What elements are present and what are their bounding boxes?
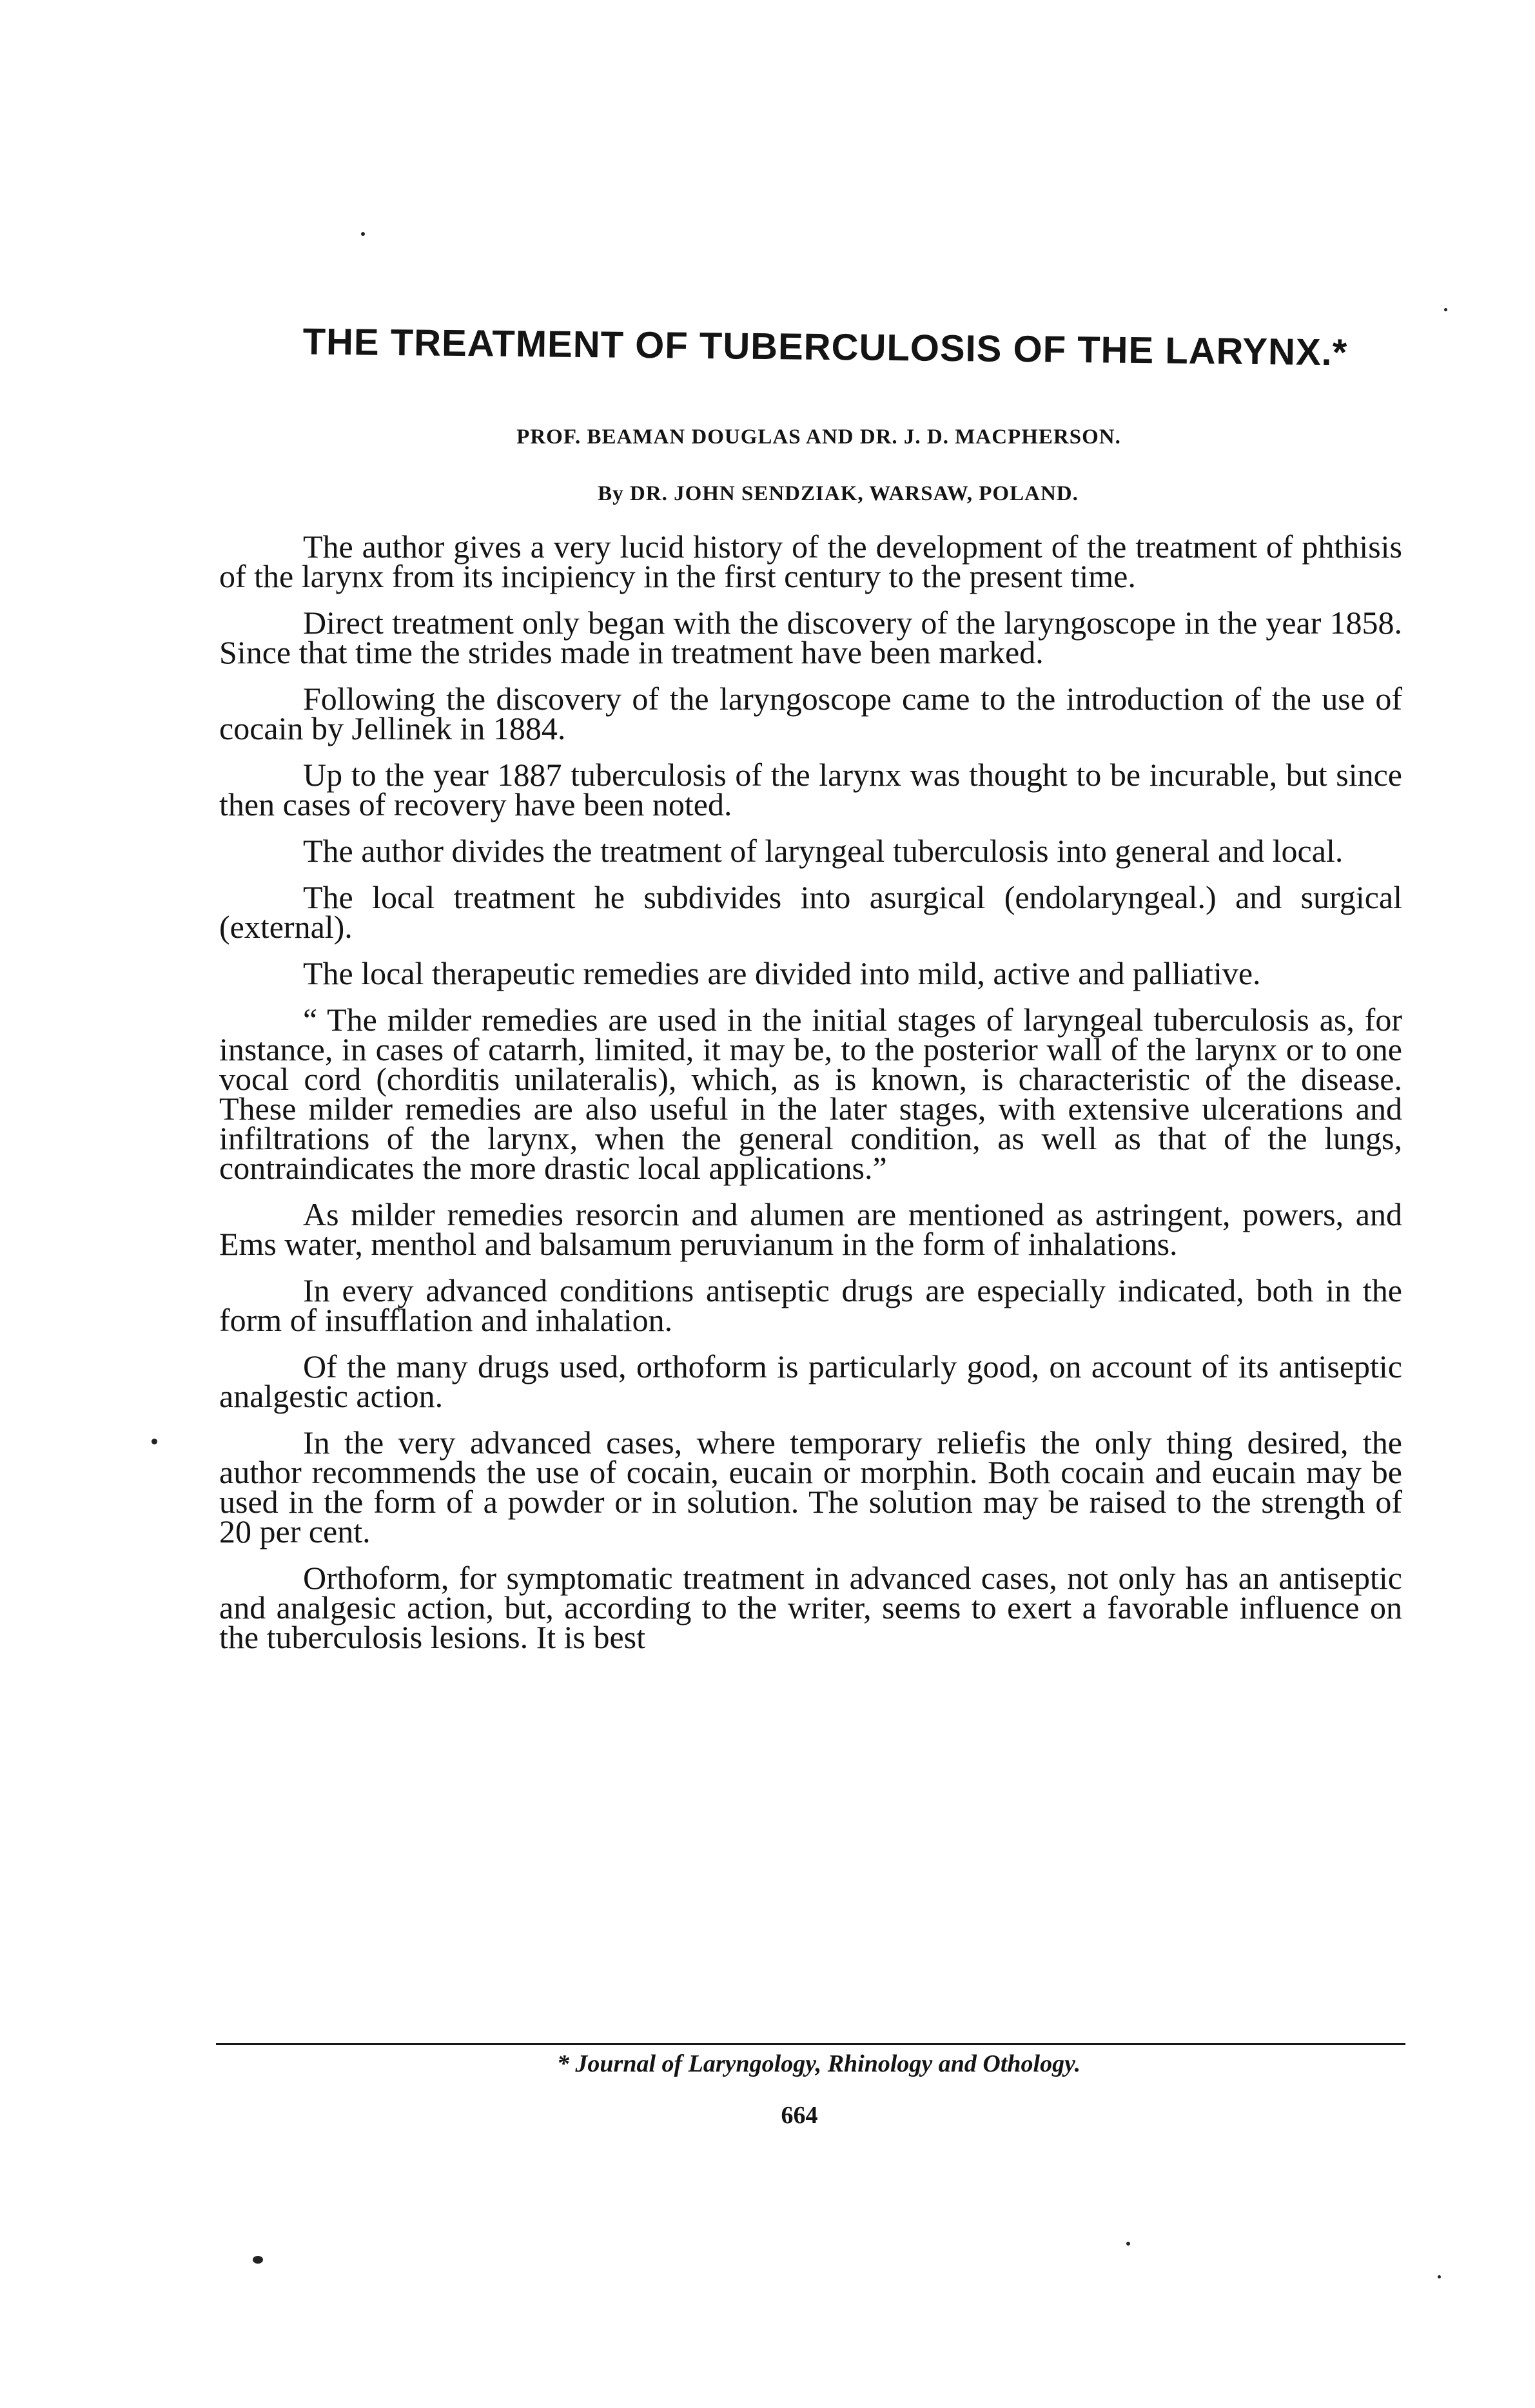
footnote: * Journal of Laryngology, Rhinology and Othology. [556, 2050, 1081, 2077]
reviewers-line: PROF. BEAMAN DOUGLAS AND DR. J. D. MACPHERSON. [516, 425, 1121, 449]
paragraph: Up to the year 1887 tuberculosis of the larynx was thought to be incurable, but since then cases of recovery have been noted. [219, 757, 1402, 822]
paragraph: Orthoform, for symptomatic treatment in advanced cases, not only has an antiseptic and analgesic action, but, according to the writer, seems to exert a favorable influence on the tuberculosis lesions. It is best [219, 1560, 1402, 1655]
paragraph: The local therapeutic remedies are divided into mild, active and palliative. [303, 955, 1261, 991]
paragraph: In every advanced conditions antiseptic drugs are especially indicated, both in the form of insufflation and inhalation. [219, 1272, 1402, 1338]
scan-speck [361, 232, 365, 236]
paragraph: The author gives a very lucid history of the development of the treatment of phthisis of the larynx from its incipiency in the first century to the present time. [219, 529, 1402, 594]
scan-speck [1126, 2242, 1130, 2246]
scan-speck [1438, 2275, 1441, 2278]
article-body [219, 529, 1402, 1669]
footnote-divider [216, 2043, 1405, 2045]
paragraph: Following the discovery of the laryngoscope came to the introduction of the use of cocain by Jellinek in 1884. [219, 681, 1402, 746]
paragraph: In the very advanced cases, where temporary reliefis the only thing desired, the author recommends the use of cocain, eucain or morphin. Both cocain and eucain may be used in the form of a powder or in solution. The solution may be raised to the strength of 20 per cent. [219, 1424, 1402, 1549]
article-title: THE TREATMENT OF TUBERCULOSIS OF THE LARYNX.* [302, 320, 1348, 374]
paragraph: The local treatment he subdivides into asurgical (endolaryngeal.) and surgical (external). [219, 879, 1402, 945]
paragraph: The author divides the treatment of laryngeal tuberculosis into general and local. [303, 833, 1344, 869]
paragraph: “ The milder remedies are used in the initial stages of laryngeal tuberculosis as, for instance, in cases of catarrh, limited, it may be, to the posterior wall of the larynx or to one vocal cord (chorditis unilateralis), which, as is known, is characteristic of the disease. These milder remedies are also useful in the later stages, with extensive ulcerations and infiltrations of the larynx, when the general condition, as well as that of the lungs, contraindicates the more drastic local applications.” [219, 1002, 1402, 1186]
paragraph: As milder remedies resorcin and alumen are mentioned as astringent, powers, and Ems water, menthol and balsamum peruvianum in the form of inhalations. [219, 1196, 1402, 1262]
scan-speck [1444, 308, 1447, 311]
page-number: 664 [781, 2102, 818, 2129]
paragraph: Direct treatment only began with the discovery of the laryngoscope in the year 1858. Since that time the strides made in treatment have been marked. [219, 605, 1402, 670]
paragraph: Of the many drugs used, orthoform is particularly good, on account of its antiseptic analgestic action. [219, 1348, 1402, 1414]
scan-speck [152, 1439, 157, 1444]
scan-speck [253, 2256, 263, 2264]
author-byline: By DR. JOHN SENDZIAK, WARSAW, POLAND. [598, 482, 1079, 505]
